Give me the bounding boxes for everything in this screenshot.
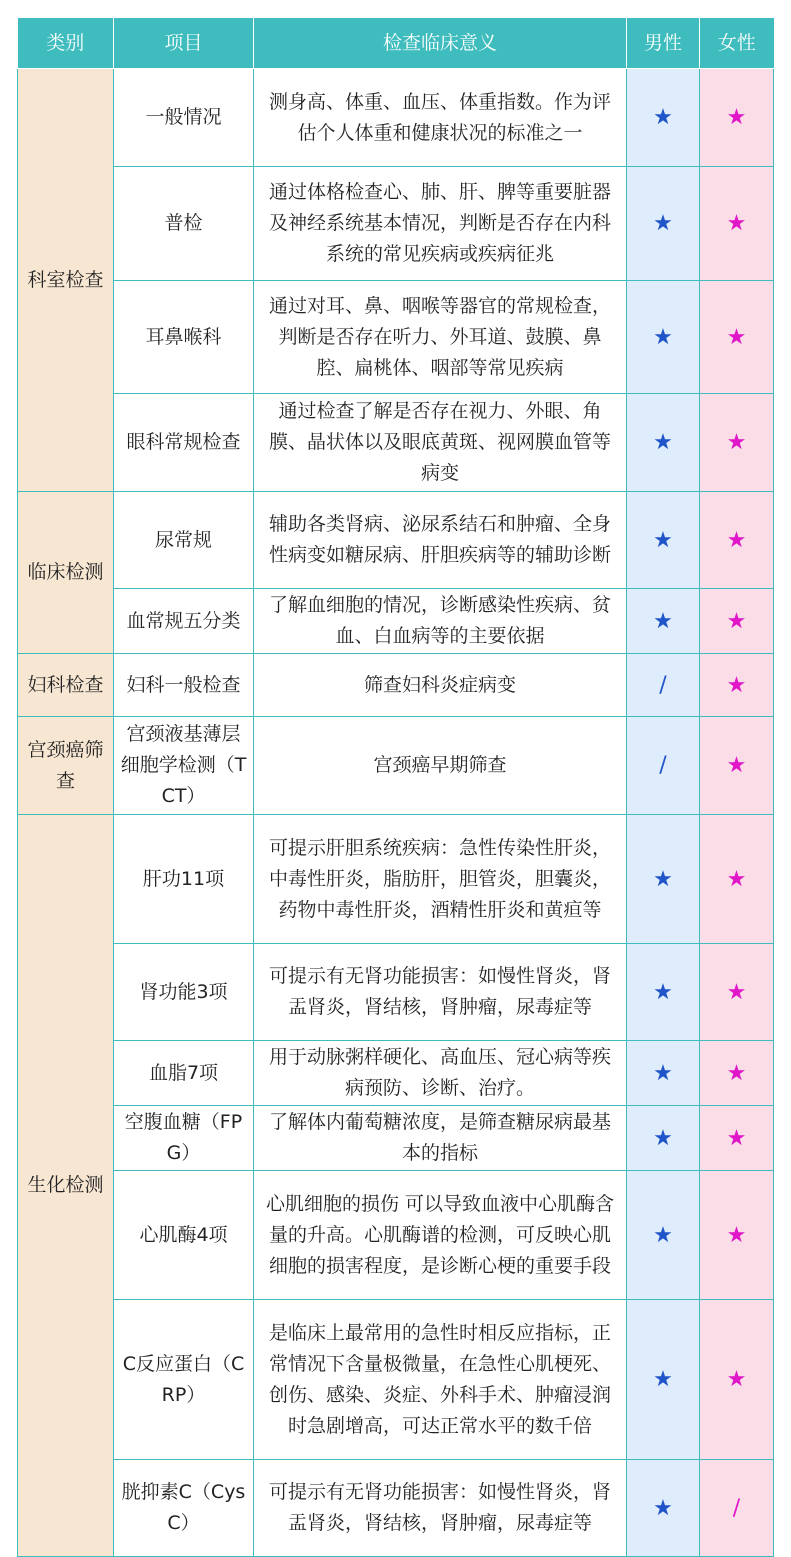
item-cell: 尿常规: [114, 492, 254, 589]
item-cell: 胱抑素C（CysC）: [114, 1460, 254, 1557]
female-slash-icon: /: [700, 1460, 774, 1557]
female-star-icon: ★: [700, 1300, 774, 1460]
table-row: [18, 1460, 774, 1557]
female-star-icon: ★: [700, 281, 774, 394]
table-row: [18, 69, 774, 167]
meaning-cell: 用于动脉粥样硬化、高血压、冠心病等疾病预防、诊断、治疗。: [254, 1041, 627, 1106]
meaning-cell: 通过体格检查心、肺、肝、脾等重要脏器及神经系统基本情况，判断是否存在内科系统的常见疾病或疾病征兆: [254, 167, 627, 281]
female-star-icon: ★: [700, 717, 774, 815]
item-cell: 肝功11项: [114, 815, 254, 944]
table-row: [18, 492, 774, 589]
meaning-cell: 可提示肝胆系统疾病：急性传染性肝炎，中毒性肝炎，脂肪肝，胆管炎，胆囊炎，药物中毒性肝炎，酒精性肝炎和黄疸等: [254, 815, 627, 944]
checkup-table: [17, 18, 774, 1557]
meaning-cell: 筛查妇科炎症病变: [254, 654, 627, 717]
female-star-icon: ★: [700, 394, 774, 492]
header-meaning: 检查临床意义: [254, 18, 627, 69]
item-cell: 血常规五分类: [114, 589, 254, 654]
item-cell: C反应蛋白（CRP）: [114, 1300, 254, 1460]
item-cell: 一般情况: [114, 69, 254, 167]
header-category: 类别: [18, 18, 114, 69]
table-row: [18, 654, 774, 717]
category-cell: 宫颈癌筛查: [18, 717, 114, 815]
category-cell: 生化检测: [18, 815, 114, 1557]
meaning-cell: 通过检查了解是否存在视力、外眼、角膜、晶状体以及眼底黄斑、视网膜血管等病变: [254, 394, 627, 492]
female-star-icon: ★: [700, 69, 774, 167]
male-star-icon: ★: [627, 394, 700, 492]
item-cell: 妇科一般检查: [114, 654, 254, 717]
meaning-cell: 心肌细胞的损伤 可以导致血液中心肌酶含量的升高。心肌酶谱的检测，可反映心肌细胞的损害程度，是诊断心梗的重要手段: [254, 1171, 627, 1300]
female-star-icon: ★: [700, 1171, 774, 1300]
category-cell: 临床检测: [18, 492, 114, 654]
table-row: [18, 1041, 774, 1106]
table-row: [18, 815, 774, 944]
meaning-cell: 了解血细胞的情况，诊断感染性疾病、贫血、白血病等的主要依据: [254, 589, 627, 654]
item-cell: 眼科常规检查: [114, 394, 254, 492]
male-star-icon: ★: [627, 69, 700, 167]
header-male: 男性: [627, 18, 700, 69]
table-row: [18, 1300, 774, 1460]
item-cell: 耳鼻喉科: [114, 281, 254, 394]
meaning-cell: 宫颈癌早期筛查: [254, 717, 627, 815]
header-item: 项目: [114, 18, 254, 69]
item-cell: 普检: [114, 167, 254, 281]
female-star-icon: ★: [700, 815, 774, 944]
meaning-cell: 辅助各类肾病、泌尿系结石和肿瘤、全身性病变如糖尿病、肝胆疾病等的辅助诊断: [254, 492, 627, 589]
table-row: [18, 281, 774, 394]
table-row: [18, 944, 774, 1041]
table-row: [18, 1171, 774, 1300]
female-star-icon: ★: [700, 167, 774, 281]
female-star-icon: ★: [700, 492, 774, 589]
male-star-icon: ★: [627, 589, 700, 654]
female-star-icon: ★: [700, 589, 774, 654]
male-star-icon: ★: [627, 1041, 700, 1106]
male-star-icon: ★: [627, 1106, 700, 1171]
item-cell: 血脂7项: [114, 1041, 254, 1106]
item-cell: 空腹血糖（FPG）: [114, 1106, 254, 1171]
category-cell: 科室检查: [18, 69, 114, 492]
category-cell: 妇科检查: [18, 654, 114, 717]
meaning-cell: 测身高、体重、血压、体重指数。作为评估个人体重和健康状况的标准之一: [254, 69, 627, 167]
header-female: 女性: [700, 18, 774, 69]
male-star-icon: ★: [627, 1171, 700, 1300]
table-row: [18, 167, 774, 281]
male-star-icon: ★: [627, 492, 700, 589]
table-row: [18, 394, 774, 492]
male-star-icon: ★: [627, 167, 700, 281]
male-star-icon: ★: [627, 281, 700, 394]
meaning-cell: 是临床上最常用的急性时相反应指标，正常情况下含量极微量，在急性心肌梗死、创伤、感染、炎症、外科手术、肿瘤浸润时急剧增高，可达正常水平的数千倍: [254, 1300, 627, 1460]
meaning-cell: 通过对耳、鼻、咽喉等器官的常规检查，判断是否存在听力、外耳道、鼓膜、鼻腔、扁桃体、咽部等常见疾病: [254, 281, 627, 394]
meaning-cell: 可提示有无肾功能损害：如慢性肾炎，肾盂肾炎，肾结核，肾肿瘤，尿毒症等: [254, 944, 627, 1041]
table-header-row: [18, 18, 774, 69]
male-slash-icon: /: [627, 717, 700, 815]
female-star-icon: ★: [700, 944, 774, 1041]
item-cell: 心肌酶4项: [114, 1171, 254, 1300]
table-row: [18, 589, 774, 654]
item-cell: 宫颈液基薄层细胞学检测（TCT）: [114, 717, 254, 815]
table-row: [18, 717, 774, 815]
female-star-icon: ★: [700, 1106, 774, 1171]
male-star-icon: ★: [627, 1300, 700, 1460]
meaning-cell: 可提示有无肾功能损害：如慢性肾炎，肾盂肾炎，肾结核，肾肿瘤，尿毒症等: [254, 1460, 627, 1557]
male-star-icon: ★: [627, 815, 700, 944]
table-row: [18, 1106, 774, 1171]
male-star-icon: ★: [627, 944, 700, 1041]
meaning-cell: 了解体内葡萄糖浓度，是筛查糖尿病最基本的指标: [254, 1106, 627, 1171]
male-slash-icon: /: [627, 654, 700, 717]
male-star-icon: ★: [627, 1460, 700, 1557]
female-star-icon: ★: [700, 1041, 774, 1106]
female-star-icon: ★: [700, 654, 774, 717]
item-cell: 肾功能3项: [114, 944, 254, 1041]
